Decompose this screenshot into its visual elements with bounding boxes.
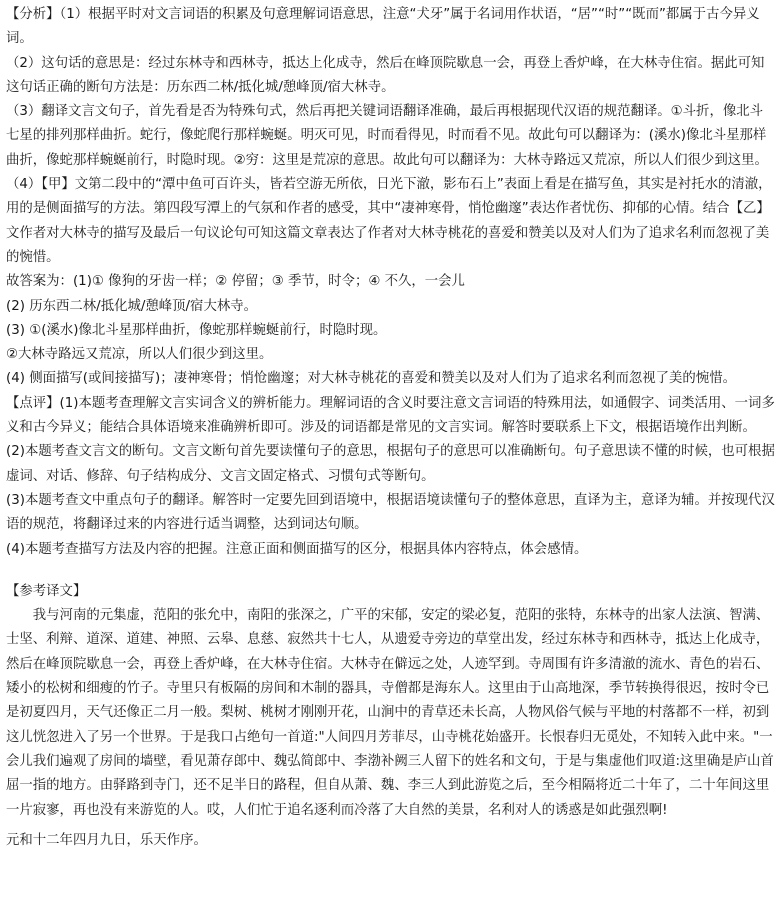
translation-heading: 【参考译文】 bbox=[6, 583, 87, 599]
analysis-paragraph-1: 【分析】（1）根据平时对文言词语的积累及句意理解词语意思，注意“犬牙”属于名词用作状语，“居”“时”“既而”都属于古今异义词。 bbox=[6, 7, 760, 47]
answer-line-2: (2) 历东西二林/抵化城/憩峰顶/宿大林寺。 bbox=[6, 298, 258, 314]
analysis-paragraph-3: （3）翻译文言文句子，首先看是否为特殊句式，然后再把关键词语翻译准确，最后再根据现代汉语的规范翻译。①斗折，像北斗七星的排列那样曲折。蛇行，像蛇爬行那样蜿蜒。明灭可见，时而看得见，时而看不见。故此句可以翻译为：(溪水)像北斗星那样曲折，像蛇那样蜿蜒前行，时隐时现。②穷：这里是荒凉的意思。故此句可以翻译为：大林寺路远又荒凉，所以人们很少到这里。 bbox=[6, 104, 768, 168]
translation-date: 元和十二年四月九日，乐天作序。 bbox=[6, 832, 207, 848]
comment-paragraph-2: (2)本题考查文言文的断句。文言文断句首先要读懂句子的意思，根据句子的意思可以准确断句。句子意思读不懂的时候，也可根据虚词、对话、修辞、句子结构成分、文言文固定格式、习惯句式等断句。 bbox=[6, 444, 775, 484]
comment-paragraph-4: (4)本题考查描写方法及内容的把握。注意正面和侧面描写的区分，根据具体内容特点，体会感情。 bbox=[6, 541, 588, 557]
section-gap bbox=[6, 562, 776, 580]
analysis-paragraph-2: （2）这句话的意思是：经过东林寺和西林寺，抵达上化成寺，然后在峰顶院歇息一会，再登上香炉峰，在大林寺住宿。据此可知这句话正确的断句方法是：历东西二林/抵化城/憩峰顶/宿大林寺。 bbox=[6, 55, 765, 95]
answer-line-3b: ②大林寺路远又荒凉，所以人们很少到这里。 bbox=[6, 347, 273, 363]
translation-body: 我与河南的元集虚，范阳的张允中，南阳的张深之，广平的宋郁，安定的梁必复，范阳的张特，东林寺的出家人法演、智满、士坚、利辩、道深、道建、神照、云皋、息慈、寂然共十七人，从遗爱寺旁边的草堂出发，经过东林寺和西林寺，抵达上化成寺，然后在峰顶院歇息一会，再登上香炉峰，在大林寺住宿。大林寺在僻远之处，人迹罕到。寺周围有许多清澈的流水、青色的岩石、矮小的松树和细瘦的竹子。寺里只有板隔的房间和木制的器具，寺僧都是海东人。这里由于山高地深，季节转换得很迟，按时令已是初夏四月，天气还像正二月一般。梨树、桃树才刚刚开花，山涧中的青草还未长高，人物风俗气候与平地的村落都不一样，初到这儿恍忽进入了另一个世界。于是我口占绝句一首道:"人间四月芳菲尽，山寺桃花始盛开。长恨春归无觅处，不知转入此中来。"一会儿我们遍观了房间的墙壁，看见萧存郎中、魏弘简郎中、李渤补阙三人留下的姓名和文句，于是与集虚他们叹道:这里确是庐山首屈一指的地方。由驿路到寺门，还不足半日的路程，但自从萧、魏、李三人到此游览之后，至今相隔将近二十年了，二十年间这里一片寂寥，再也没有来游览的人。哎，人们忙于追名逐利而冷落了大自然的美景，名利对人的诱惑是如此强烈啊! bbox=[6, 608, 774, 818]
answer-line-1: 故答案为：(1)① 像狗的牙齿一样；② 停留；③ 季节，时令；④ 不久，一会儿 bbox=[6, 274, 465, 290]
answer-line-3: (3) ①(溪水)像北斗星那样曲折，像蛇那样蜿蜒前行，时隐时现。 bbox=[6, 322, 387, 338]
analysis-paragraph-4: （4）【甲】文第二段中的“潭中鱼可百许头，皆若空游无所依，日光下澈，影布石上”表面上看是在描写鱼，其实是衬托水的清澈，用的是侧面描写的方法。第四段写潭上的气氛和作者的感受，其中“凄神寒骨，悄怆幽邃”表达作者忧伤、抑郁的心情。结合【乙】文作者对大林寺的描写及最后一句议论句可知这篇文章表达了作者对大林寺桃花的喜爱和赞美以及对人们为了追求名利而忽视了美的惋惜。 bbox=[6, 177, 772, 265]
answer-line-4: (4) 侧面描写(或间接描写)；凄神寒骨；悄怆幽邃；对大林寺桃花的喜爱和赞美以及对人们为了追求名利而忽视了美的惋惜。 bbox=[6, 371, 736, 387]
comment-paragraph-1: 【点评】(1)本题考查理解文言实词含义的辨析能力。理解词语的含义时要注意文言词语的特殊用法，如通假字、词类活用、一词多义和古今异义；能结合具体语境来准确辨析即可。涉及的词语都是常见的文言实词。解答时要联系上下文，根据语境作出判断。 bbox=[6, 395, 775, 436]
comment-paragraph-3: (3)本题考查文中重点句子的翻译。解答时一定要先回到语境中，根据语境读懂句子的整体意思，直译为主，意译为辅。并按现代汉语的规范，将翻译过来的内容进行适当调整，达到词达句顺。 bbox=[6, 492, 775, 533]
